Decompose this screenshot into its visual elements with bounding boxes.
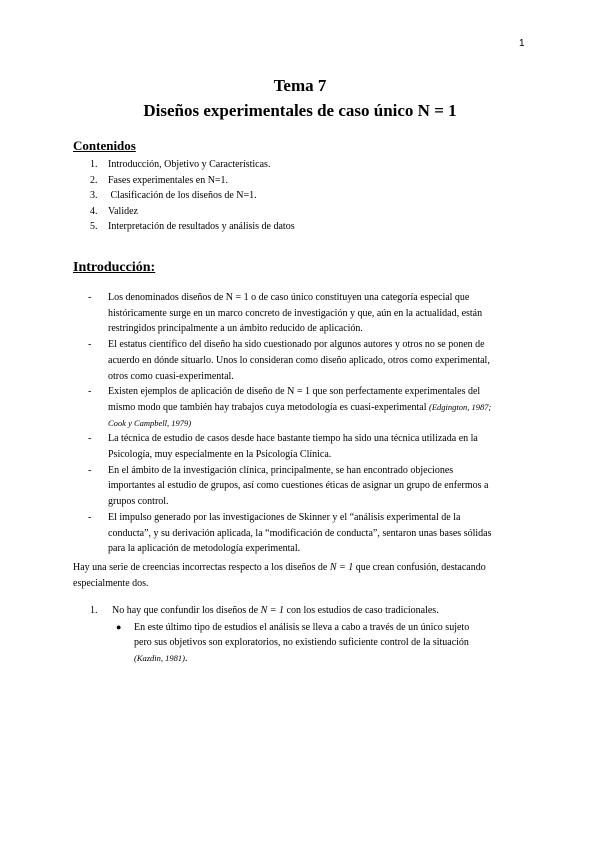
citation: (Edgington, 1987; Cook y Campbell, 1979) xyxy=(108,401,492,428)
contents-item: 1. Introducción, Objetivo y Características. xyxy=(90,159,271,170)
contents-item: 5. Interpretación de resultados y análisis de datos xyxy=(90,221,295,232)
numbered-list xyxy=(90,603,500,666)
document-title: Tema 7 xyxy=(273,76,327,95)
contents-item: 3. Clasificación de los diseños de N=1. xyxy=(90,190,257,201)
bullet-item: - En el ámbito de la investigación clínica, principalmente, se han encontrado objeciones importantes al estudio de grupos, así como cuestiones éticas de asignar un grupo de enfermos a grupos control. xyxy=(88,464,489,508)
sub-bullet-item: ● En este último tipo de estudios el análisis se lleva a cabo a través de un único sujeto pero sus objetivos son exploratorios, no existiendo suficiente control de la situación (Kazdin, 1981). xyxy=(116,620,476,667)
numbered-item: 1. No hay que confundir los diseños de N = 1 con los estudios de caso tradicionales. xyxy=(90,605,439,616)
document-subtitle: Diseños experimentales de caso único N = 1 xyxy=(143,101,457,120)
bullet-item: - El estatus científico del diseño ha sido cuestionado por algunos autores y otros no se ponen de acuerdo en dónde situarlo. Unos lo consideran como diseño aplicado, otros como experimental, otros como cuasi-experimental. xyxy=(88,339,490,382)
bullet-item: - La técnica de estudio de casos desde hace bastante tiempo ha sido una técnica utilizada en la Psicología, muy especialmente en la Psicología Clínica. xyxy=(88,433,478,461)
bullet-item: - Los denominados diseños de N = 1 o de caso único constituyen una categoría especial que históricamente surge en un marco concreto de investigación y que, aún en la actualidad, están restringidos principalmente a un ámbito reducido de aplicación. xyxy=(88,292,483,335)
contents-item: 2. Fases experimentales en N=1. xyxy=(90,174,229,186)
bullet-item: - Existen ejemplos de aplicación de diseño de N = 1 que son perfectamente experimentales del mismo modo que también hay trabajos cuya metodología es cuasi-experimental (Edgington, 1987; Cook y Campbell, 1979) xyxy=(88,386,492,428)
contents-heading: Contenidos xyxy=(73,138,136,153)
contents-item: 4. Validez xyxy=(90,205,138,217)
bullet-item: - El impulso generado por las investigaciones de Skinner y el “análisis experimental de la conducta”, y su derivación aplicada, la “modificación de conducta”, sentaron unas bases sólidas para la aplicación de metodología experimental. xyxy=(88,511,492,555)
introduction-heading: Introducción: xyxy=(73,260,156,275)
page-number: 1 xyxy=(519,38,525,49)
body-paragraph: Hay una serie de creencias incorrectas respecto a los diseños de N = 1 que crean confusión, destacando especialmente dos. xyxy=(73,562,486,589)
citation: (Kazdin, 1981) xyxy=(134,652,185,663)
introduction-bullet-list xyxy=(88,290,502,557)
bullet-dot-icon: ● xyxy=(116,621,122,632)
contents-list xyxy=(90,157,295,235)
